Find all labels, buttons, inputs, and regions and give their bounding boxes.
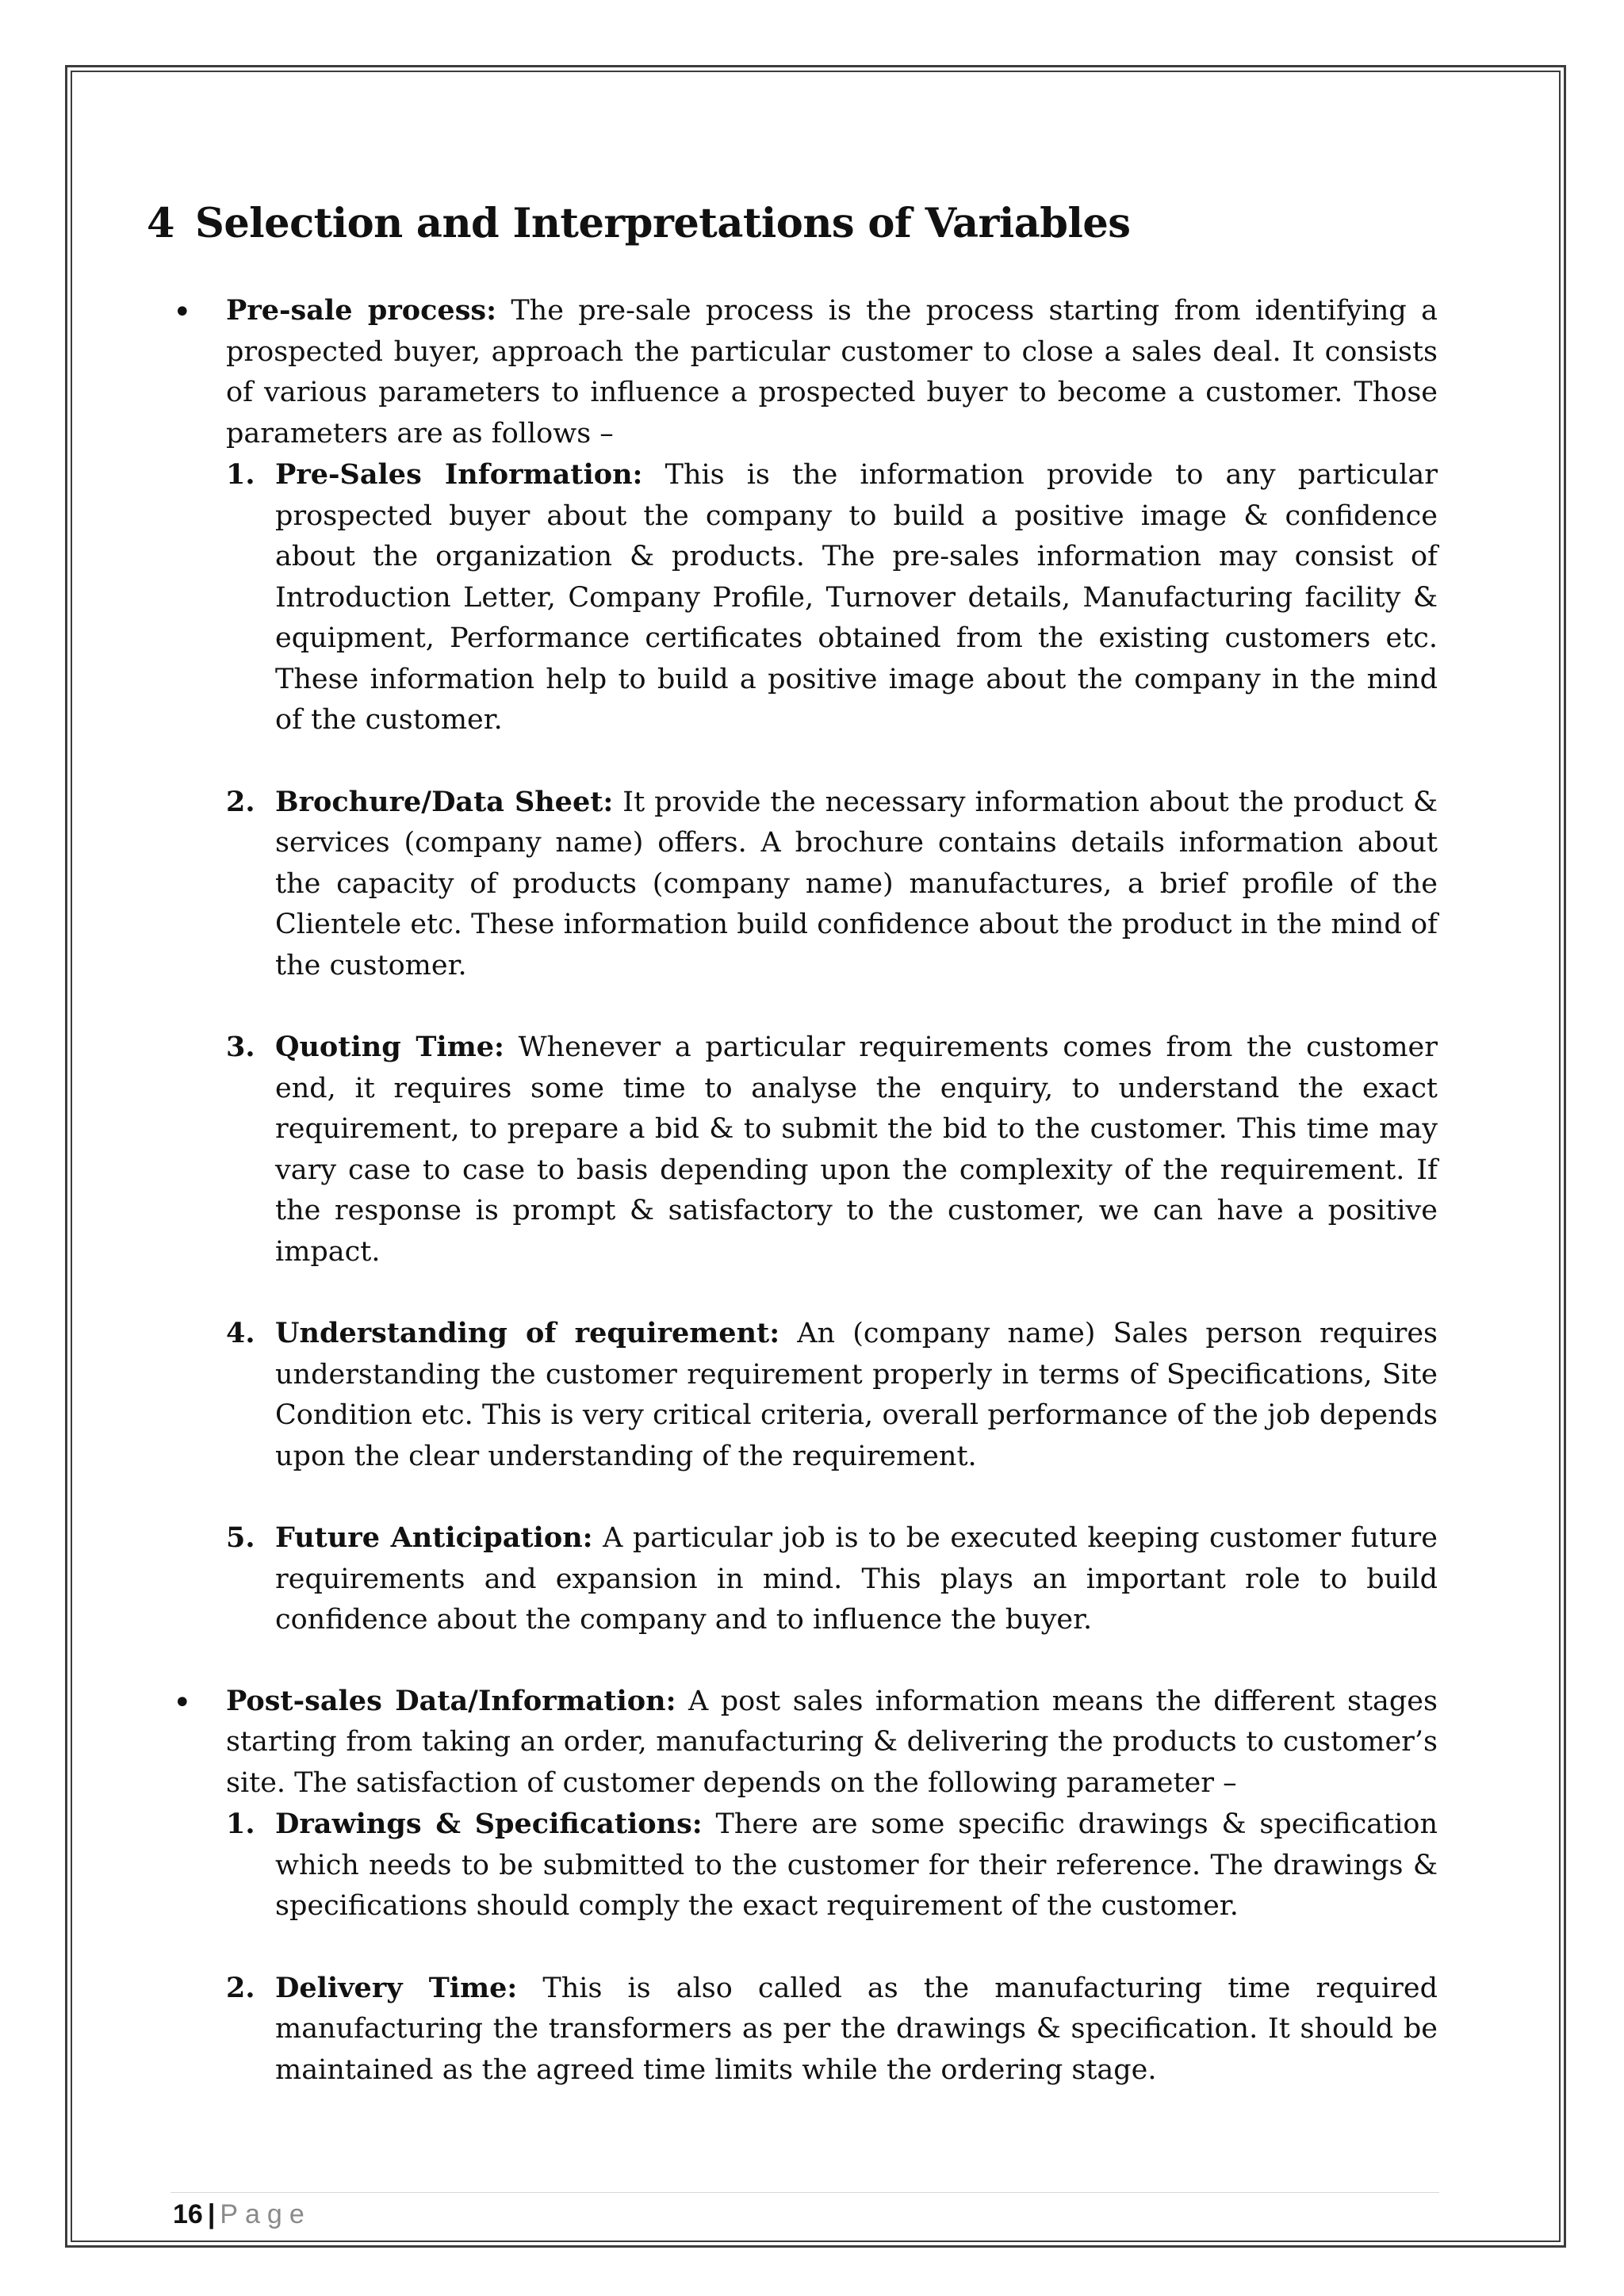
list-item — [226, 1517, 1438, 1641]
list-item — [226, 1968, 1438, 2091]
list-item-paragraph — [275, 1517, 1438, 1641]
list-item — [226, 454, 1438, 741]
list-item-paragraph — [275, 782, 1438, 987]
list-item-title: Delivery Time: — [275, 1971, 518, 2004]
bullet-section-pre-sale — [147, 290, 1438, 1641]
bullet-title: Pre-sale process: — [226, 294, 497, 327]
list-item-paragraph — [275, 1027, 1438, 1272]
page-number: 16 — [173, 2199, 203, 2229]
bullet-section-post-sales — [147, 1681, 1438, 2091]
list-item-number: 1. — [226, 1808, 255, 1840]
section-number: 4 — [147, 200, 174, 247]
list-item-number: 3. — [226, 1031, 255, 1063]
bullet-paragraph — [226, 290, 1438, 454]
list-item-number: 2. — [226, 1971, 255, 2004]
bullet-paragraph — [226, 1681, 1438, 1804]
list-item-paragraph — [275, 1804, 1438, 1927]
list-item — [226, 1804, 1438, 1927]
list-item-paragraph — [275, 1313, 1438, 1477]
list-item-text: Whenever a particular requirements comes from the customer end, it requires some time to analyse the enquiry, to understand the exact requirement, to prepare a bid & to submit the bid to the customer. This time may vary case to case to basis depending upon the complexity of the requirement. If the response is prompt & satisfactory to the customer, we can have a positive impact. — [275, 1031, 1438, 1268]
list-item-text: An (company name) Sales person requires understanding the customer requirement properly in terms of Specifications, Site Condition etc. This is very critical criteria, overall performance of the job depends upon the clear understanding of the requirement. — [275, 1318, 1438, 1472]
bullet-text: The pre-sale process is the process starting from identifying a prospected buyer, approach the particular customer to close a sales deal. It consists of various parameters to influence a prospected buyer to become a customer. Those parameters are as follows – — [226, 295, 1438, 450]
list-item-paragraph — [275, 1968, 1438, 2091]
list-item-number: 5. — [226, 1521, 255, 1554]
list-item-number: 1. — [226, 458, 255, 491]
list-item-text: A particular job is to be executed keeping customer future requirements and expansion in mind. This plays an important role to build confidence about the company and to influence the buyer. — [275, 1522, 1438, 1636]
bullet-icon: • — [173, 1684, 192, 1721]
list-item-title: Pre-Sales Information: — [275, 458, 643, 491]
footer-separator: | — [207, 2199, 216, 2229]
list-item-title: Understanding of requirement: — [275, 1317, 780, 1349]
list-item-number: 2. — [226, 785, 255, 818]
bullet-text: A post sales information means the different stages starting from taking an order, manufacturing & delivering the products to customer’s site. The satisfaction of customer depends on the following parameter – — [226, 1685, 1438, 1799]
list-item-text: There are some specific drawings & specification which needs to be submitted to the customer for their reference. The drawings & specifications should comply the exact requirement of the customer. — [275, 1808, 1438, 1922]
bullet-title: Post-sales Data/Information: — [226, 1684, 676, 1717]
footer-divider — [170, 2192, 1439, 2193]
list-item — [226, 782, 1438, 987]
list-item-number: 4. — [226, 1317, 255, 1349]
list-item — [226, 1313, 1438, 1477]
list-item-title: Brochure/Data Sheet: — [275, 785, 614, 818]
page-label: Page — [220, 2199, 312, 2229]
list-item — [226, 1027, 1438, 1272]
bullet-icon: • — [173, 294, 192, 331]
section-heading — [147, 194, 1438, 254]
list-item-text: This is the information provide to any particular prospected buyer about the company to build a positive image & confidence about the organization & products. The pre-sales information may consist of Introduction Letter, Company Profile, Turnover details, Manufacturing facility & equipment, Performance certificates obtained from the existing customers etc. These information help to build a positive image about the company in the mind of the customer. — [275, 459, 1438, 736]
list-item-text: It provide the necessary information about the product & services (company name) offers. A brochure contains details information about the capacity of products (company name) manufactures, a brief profile of the Clientele etc. These information build confidence about the product in the mind of the customer. — [275, 786, 1438, 982]
document-body — [147, 194, 1438, 2091]
list-item-title: Quoting Time: — [275, 1031, 504, 1063]
list-item-title: Drawings & Specifications: — [275, 1808, 703, 1840]
page-footer — [173, 2197, 312, 2232]
list-item-title: Future Anticipation: — [275, 1521, 593, 1554]
list-item-paragraph — [275, 454, 1438, 741]
list-item-text: This is also called as the manufacturing time required manufacturing the transformers as per the drawings & specification. It should be maintained as the agreed time limits while the ordering stage. — [275, 1972, 1438, 2086]
section-title: Selection and Interpretations of Variables — [195, 200, 1131, 247]
